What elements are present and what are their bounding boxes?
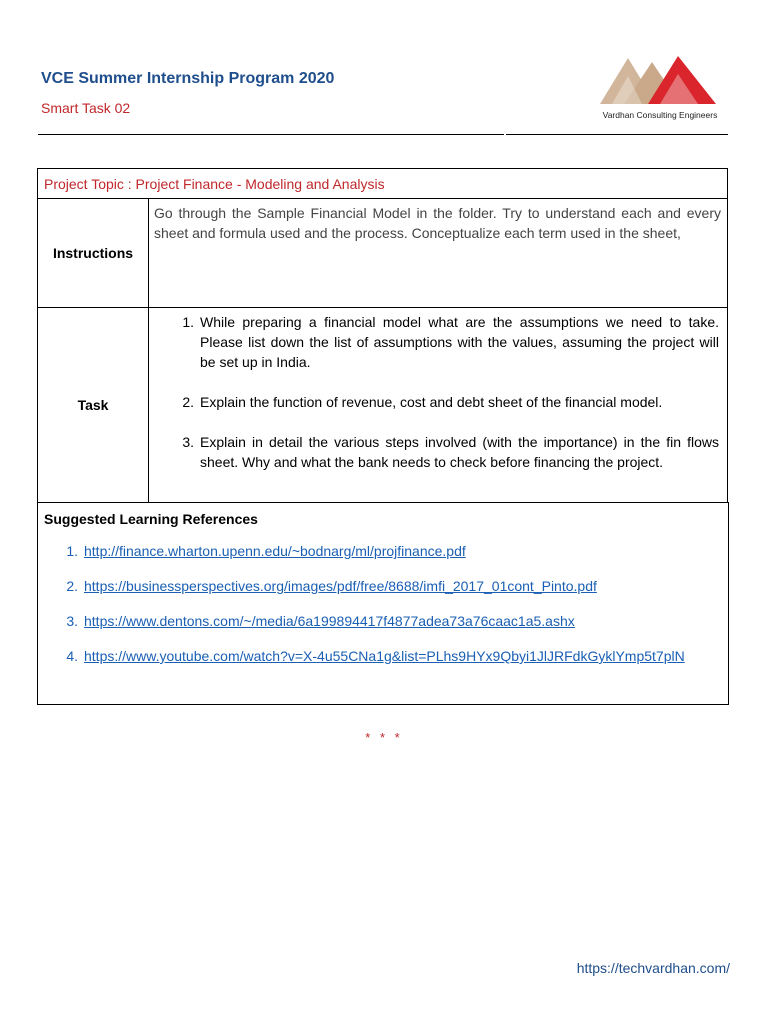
list-number: 3. [66, 613, 78, 629]
instructions-row [38, 199, 728, 308]
topic-row [38, 169, 728, 199]
document-title: VCE Summer Internship Program 2020 [41, 70, 335, 87]
reference-link[interactable]: http://finance.wharton.upenn.edu/~bodnarg/ml/projfinance.pdf [84, 543, 466, 559]
task-text: Explain in detail the various steps involved (with the importance) in the fin flows sheet. Why and what the bank needs to check before financing the project. [200, 434, 719, 470]
header-divider [38, 134, 504, 135]
list-item [38, 613, 728, 630]
list-number: 4. [66, 648, 78, 664]
task-label: Task [38, 308, 149, 503]
list-item [38, 648, 728, 665]
list-item [38, 578, 728, 595]
instructions-text: Go through the Sample Financial Model in the folder. Try to understand each and every sheet and formula used and the process. Conceptualize each term used in the sheet, [149, 199, 728, 308]
reference-link[interactable]: https://www.youtube.com/watch?v=X-4u55CNa1g&list=PLhs9HYx9Qbyi1JlJRFdkGyklYmp5t7plN [84, 648, 685, 664]
instructions-label: Instructions [38, 199, 149, 308]
footer-website-link[interactable]: https://techvardhan.com/ [576, 960, 730, 976]
list-item [154, 432, 719, 472]
list-item [38, 543, 728, 560]
company-logo [598, 52, 722, 124]
references-list [38, 543, 728, 683]
reference-link[interactable]: https://businessperspectives.org/images/pdf/free/8688/imfi_2017_01cont_Pinto.pdf [84, 578, 597, 594]
header-divider-right [506, 134, 728, 135]
project-table [37, 168, 728, 503]
task-text: While preparing a financial model what are the assumptions we need to take. Please list down the list of assumptions with the values, assuming the project will be set up in India. [200, 314, 719, 370]
project-topic: Project Topic : Project Finance - Modeling and Analysis [38, 169, 728, 199]
document-subtitle: Smart Task 02 [41, 100, 131, 116]
list-number: 3. [182, 434, 194, 450]
references-box [37, 502, 729, 705]
mountain-logo-icon [598, 52, 722, 110]
reference-link[interactable]: https://www.dentons.com/~/media/6a199894417f4877adea73a76caac1a5.ashx [84, 613, 575, 629]
task-row [38, 308, 728, 503]
list-item [154, 392, 719, 412]
references-heading: Suggested Learning References [44, 511, 258, 527]
list-number: 1. [182, 314, 194, 330]
task-list-cell [149, 308, 728, 503]
task-text: Explain the function of revenue, cost and debt sheet of the financial model. [200, 394, 663, 410]
task-list [154, 312, 719, 472]
section-separator: * * * [365, 730, 403, 745]
list-number: 2. [66, 578, 78, 594]
list-item [154, 312, 719, 372]
logo-caption: Vardhan Consulting Engineers [602, 110, 718, 120]
list-number: 2. [182, 394, 194, 410]
list-number: 1. [66, 543, 78, 559]
